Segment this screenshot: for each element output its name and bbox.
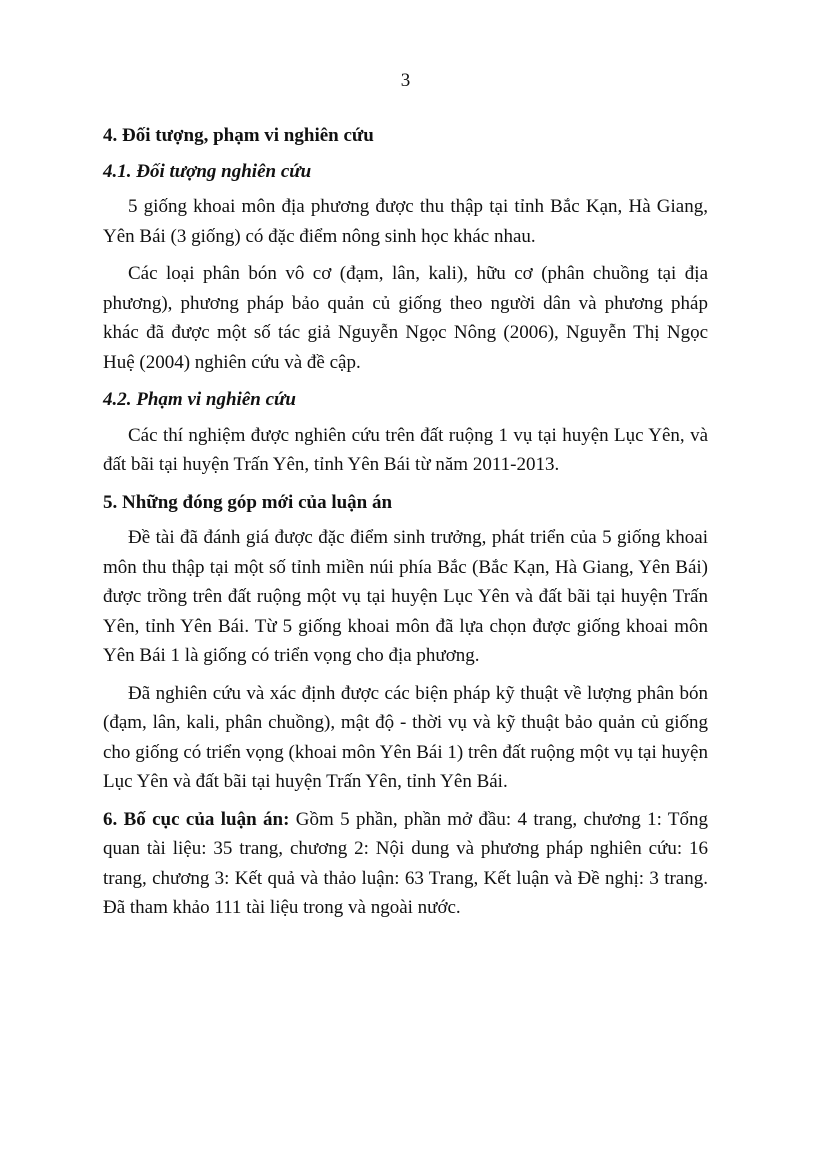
section-4-2-paragraph-1: Các thí nghiệm được nghiên cứu trên đất ruộng 1 vụ tại huyện Lục Yên, và đất bãi tại huyện Trấn Yên, tỉnh Yên Bái từ năm 2011-2013.	[103, 424, 708, 475]
section-5-paragraph-1: Đề tài đã đánh giá được đặc điểm sinh trưởng, phát triển của 5 giống khoai môn thu thập tại một số tỉnh miền núi phía Bắc (Bắc Kạn, Hà Giang, Yên Bái) được trồng trên đất ruộng một vụ tại huyện Lục Yên và đất bãi tại huyện Trấn Yên, tỉnh Yên Bái. Từ 5 giống khoai môn đã lựa chọn được giống khoai môn Yên Bái 1 là giống có triển vọng cho địa phương.	[103, 527, 708, 666]
section-4-1-paragraph-1: 5 giống khoai môn địa phương được thu thập tại tỉnh Bắc Kạn, Hà Giang, Yên Bái (3 giống) có đặc điểm nông sinh học khác nhau.	[103, 196, 708, 247]
page-number: 3	[400, 70, 411, 91]
section-5-paragraph-2: Đã nghiên cứu và xác định được các biện pháp kỹ thuật về lượng phân bón (đạm, lân, kali, phân chuồng), mật độ - thời vụ và kỹ thuật bảo quản củ giống cho giống có triển vọng (khoai môn Yên Bái 1) trên đất ruộng một vụ tại huyện Lục Yên và đất bãi tại huyện Trấn Yên, tỉnh Yên Bái.	[103, 682, 708, 792]
section-6-lead: 6. Bố cục của luận án:	[103, 808, 290, 830]
document-body	[103, 121, 708, 923]
section-6-paragraph	[103, 805, 708, 923]
section-6-text: Gồm 5 phần, phần mở đầu: 4 trang, chương 1: Tổng quan tài liệu: 35 trang, chương 2: Nội dung và phương pháp nghiên cứu: 16 trang, chương 3: Kết quả và thảo luận: 63 Trang, Kết luận và Đề nghị: 3 trang. Đã tham khảo 111 tài liệu trong và ngoài nước.	[103, 808, 708, 918]
section-4-1-heading: 4.1. Đối tượng nghiên cứu	[103, 160, 312, 182]
section-5-heading: 5. Những đóng góp mới của luận án	[103, 491, 393, 513]
section-4-1-paragraph-2: Các loại phân bón vô cơ (đạm, lân, kali), hữu cơ (phân chuồng tại địa phương), phương pháp bảo quản củ giống theo người dân và phương pháp khác đã được một số tác giả Nguyễn Ngọc Nông (2006), Nguyễn Thị Ngọc Huệ (2004) nghiên cứu và đề cập.	[103, 263, 708, 373]
section-4-2-heading: 4.2. Phạm vi nghiên cứu	[103, 389, 296, 410]
section-4-heading: 4. Đối tượng, phạm vi nghiên cứu	[103, 125, 374, 146]
